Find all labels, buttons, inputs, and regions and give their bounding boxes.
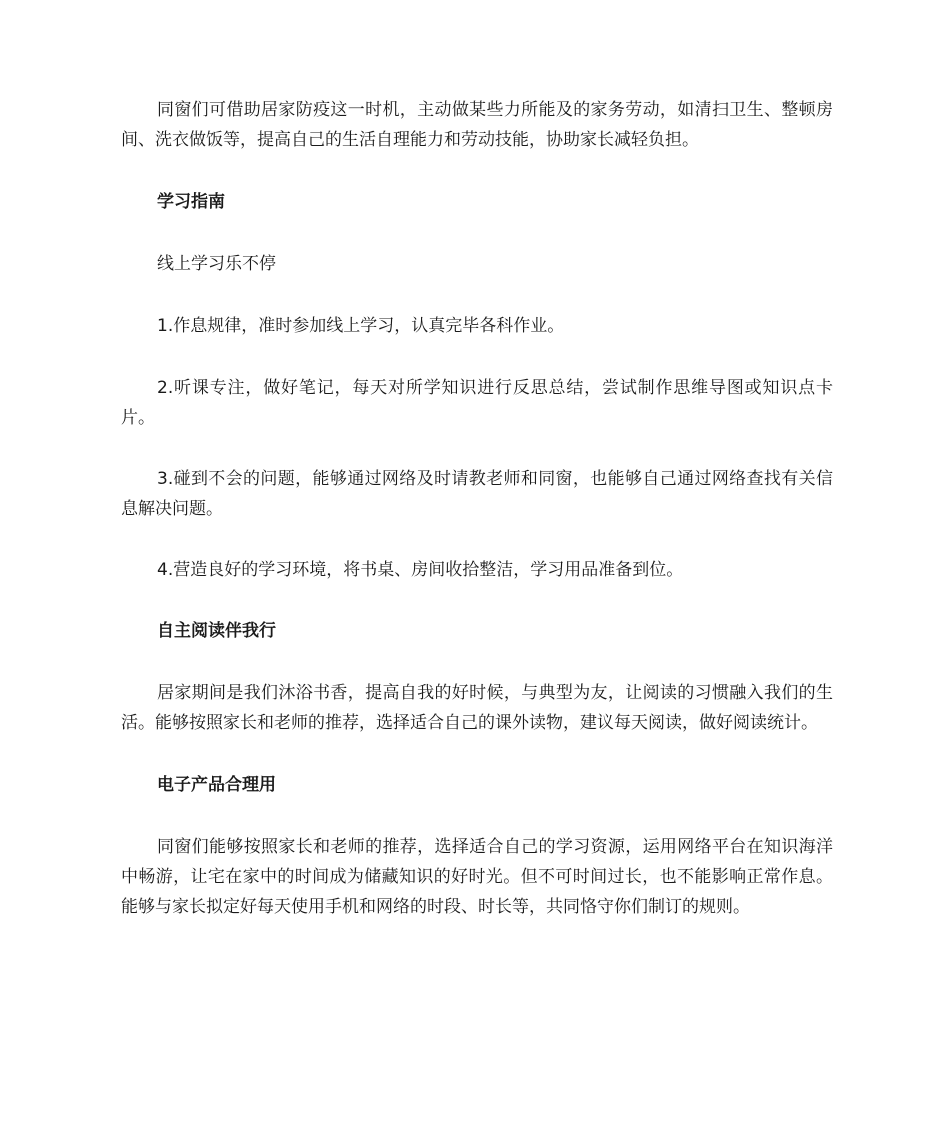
list-item-2: 2.听课专注，做好笔记，每天对所学知识进行反思总结，尝试制作思维导图或知识点卡片。 <box>121 378 833 428</box>
list-item-3: 3.碰到不会的问题，能够通过网络及时请教老师和同窗，也能够自己通过网络查找有关信息解决问题。 <box>121 469 833 519</box>
document-page <box>121 95 833 922</box>
paragraph-housework: 同窗们可借助居家防疫这一时机，主动做某些力所能及的家务劳动，如清扫卫生、整顿房间、洗衣做饭等，提高自己的生活自理能力和劳动技能，协助家长减轻负担。 <box>121 100 833 150</box>
heading-electronics: 电子产品合理用 <box>157 775 276 795</box>
subheading-online-learning: 线上学习乐不停 <box>157 254 276 274</box>
list-item-4: 4.营造良好的学习环境，将书桌、房间收拾整洁，学习用品准备到位。 <box>157 560 684 580</box>
heading-study-guide: 学习指南 <box>157 192 225 212</box>
paragraph-reading: 居家期间是我们沐浴书香，提高自我的好时候，与典型为友，让阅读的习惯融入我们的生活。能够按照家长和老师的推荐，选择适合自己的课外读物，建议每天阅读，做好阅读统计。 <box>121 683 833 733</box>
heading-reading: 自主阅读伴我行 <box>157 621 276 641</box>
paragraph-electronics: 同窗们能够按照家长和老师的推荐，选择适合自己的学习资源，运用网络平台在知识海洋中畅游，让宅在家中的时间成为储藏知识的好时光。但不可时间过长，也不能影响正常作息。能够与家长拟定好每天使用手机和网络的时段、时长等，共同恪守你们制订的规则。 <box>121 837 833 917</box>
list-item-1: 1.作息规律，准时参加线上学习，认真完毕各科作业。 <box>157 316 565 336</box>
